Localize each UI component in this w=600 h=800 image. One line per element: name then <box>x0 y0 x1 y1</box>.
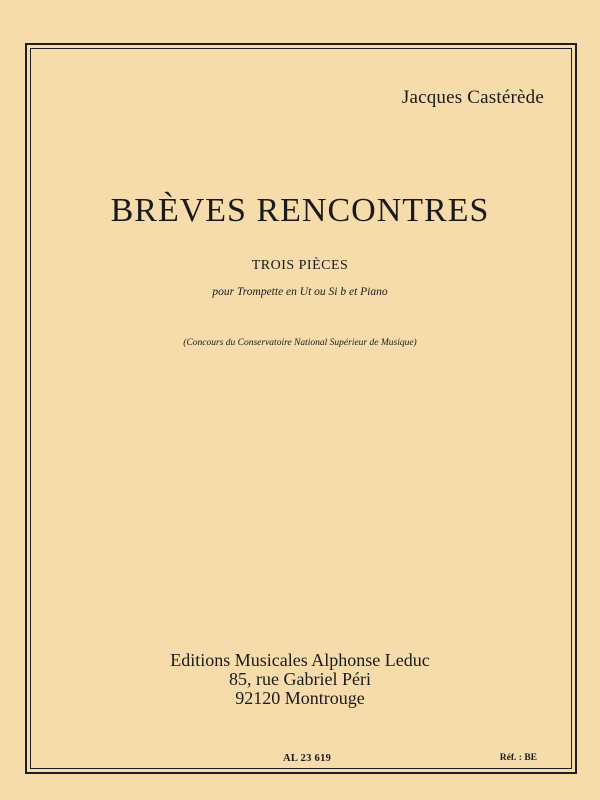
work-subtitle: TROIS PIÈCES <box>251 258 349 273</box>
instrumentation-line: pour Trompette en Ut ou Si b et Piano <box>212 286 388 298</box>
composer-name: Jacques Castérède <box>401 87 544 108</box>
publisher-street: 85, rue Gabriel Péri <box>229 669 371 689</box>
work-title: BRÈVES RENCONTRES <box>110 192 490 229</box>
publisher-city: 92120 Montrouge <box>235 688 365 708</box>
catalog-number: AL 23 619 <box>283 753 332 764</box>
publisher-name: Editions Musicales Alphonse Leduc <box>170 650 430 670</box>
competition-note: (Concours du Conservatoire National Supérieur de Musique) <box>183 338 417 348</box>
publisher-block <box>0 651 600 708</box>
reference-code: Réf. : BE <box>499 753 537 763</box>
